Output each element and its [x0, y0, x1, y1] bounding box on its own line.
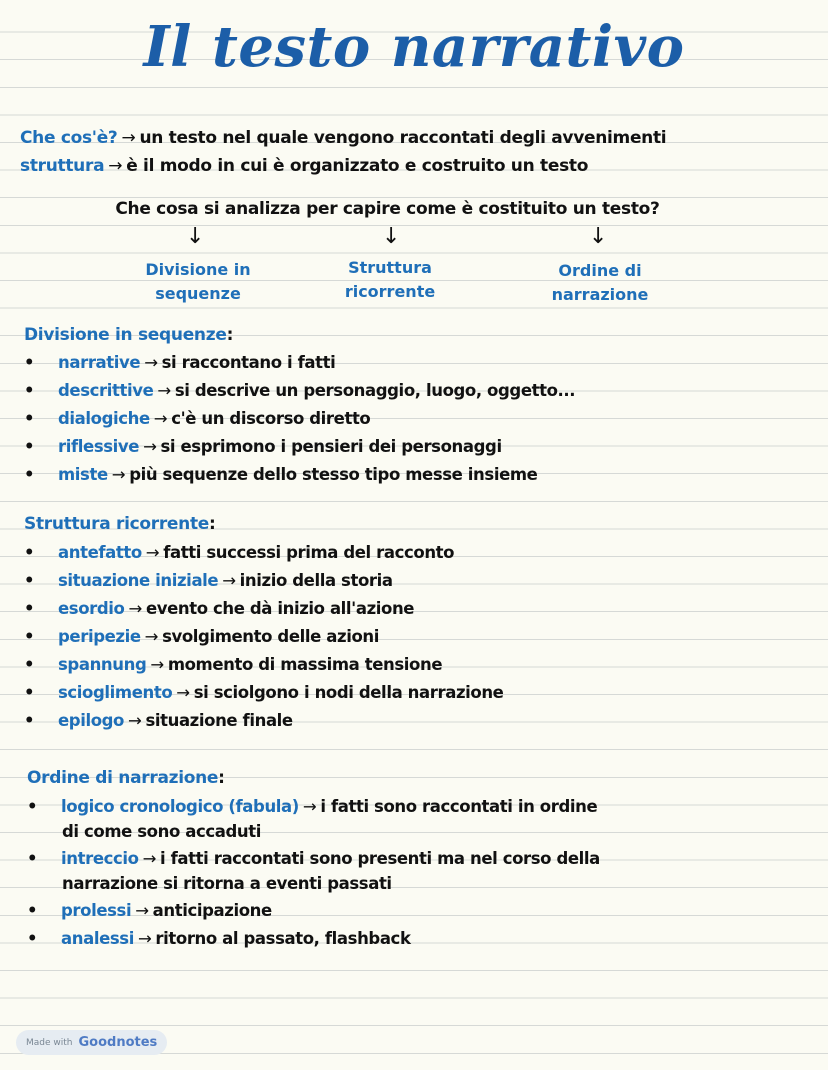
heading-text: Ordine di narrazione — [27, 768, 219, 788]
item-text: i fatti raccontati sono presenti ma nel corso della — [160, 849, 600, 868]
heading-text: Struttura ricorrente — [24, 514, 210, 534]
item-term: riflessive — [58, 437, 140, 456]
item-text: fatti successi prima del racconto — [163, 543, 455, 562]
page-title: Il testo narrativo — [143, 14, 685, 80]
intro-definition — [20, 128, 666, 148]
arrow-glyph: → — [137, 929, 152, 948]
list-item — [24, 540, 454, 565]
arrow-glyph: → — [144, 627, 159, 646]
bullet: • — [24, 627, 35, 646]
item-text: si raccontano i fatti — [161, 353, 336, 372]
bullet: • — [27, 797, 38, 816]
made-with-goodnotes-badge — [16, 1030, 167, 1055]
colon: : — [209, 514, 216, 534]
item-text: situazione finale — [145, 711, 293, 730]
branch-struttura: Struttura ricorrente — [344, 258, 436, 301]
bullet: • — [24, 543, 35, 562]
list-item-continuation: narrazione si ritorna a eventi passati — [62, 874, 392, 893]
arrow-glyph: → — [142, 849, 157, 868]
structure-text: è il modo in cui è organizzato e costruito un testo — [126, 156, 589, 176]
structure-term: struttura — [20, 156, 105, 176]
definition-term: Che cos'è? — [20, 128, 118, 148]
bullet: • — [24, 683, 35, 702]
arrow-glyph: → — [111, 465, 126, 484]
colon: : — [226, 325, 234, 345]
section-heading-ordine — [27, 768, 225, 788]
bullet: • — [24, 437, 35, 456]
intro-structure — [20, 156, 588, 176]
arrow-glyph: → — [143, 437, 157, 456]
list-item-continuation: di come sono accaduti — [62, 822, 261, 841]
item-text: anticipazione — [152, 901, 272, 920]
list-item — [24, 378, 575, 403]
list-item — [27, 794, 597, 819]
analysis-question: Che cosa si analizza per capire come è costituito un testo? — [115, 199, 660, 219]
list-item — [27, 846, 600, 871]
list-item — [24, 680, 503, 705]
list-item — [24, 596, 414, 621]
item-term: logico cronologico (fabula) — [61, 797, 299, 816]
down-arrow-icon: ↓ — [186, 224, 205, 249]
arrow-glyph: → — [145, 543, 160, 562]
bullet: • — [24, 655, 35, 674]
list-item — [24, 462, 537, 487]
list-item — [27, 898, 272, 923]
item-term: intreccio — [61, 849, 139, 868]
item-term: prolessi — [61, 901, 132, 920]
item-text: si sciolgono i nodi della narrazione — [193, 683, 504, 702]
item-term: situazione iniziale — [58, 571, 219, 590]
item-text: si descrive un personaggio, luogo, oggetto... — [174, 381, 576, 400]
arrow-glyph: → — [128, 599, 142, 618]
list-item — [24, 350, 335, 375]
item-term: esordio — [58, 599, 125, 618]
list-item — [24, 568, 393, 593]
bullet: • — [24, 353, 35, 372]
arrow-glyph: → — [176, 683, 190, 702]
item-text: i fatti sono raccontati in ordine — [320, 797, 598, 816]
item-text: ritorno al passato, flashback — [155, 929, 411, 948]
item-term: miste — [58, 465, 108, 484]
section-heading-sequenze — [24, 325, 233, 345]
bullet: • — [27, 849, 38, 868]
bullet: • — [24, 599, 35, 618]
bullet: • — [24, 381, 35, 400]
arrow-glyph: → — [108, 156, 123, 176]
item-text: inizio della storia — [239, 571, 393, 590]
arrow-glyph: → — [128, 711, 142, 730]
arrow-glyph: → — [222, 571, 236, 590]
down-arrow-icon: ↓ — [589, 224, 608, 249]
bullet: • — [24, 409, 35, 428]
item-term: antefatto — [58, 543, 142, 562]
item-text: svolgimento delle azioni — [162, 627, 380, 646]
item-text: si esprimono i pensieri dei personaggi — [160, 437, 502, 456]
item-term: spannung — [58, 655, 147, 674]
item-term: descrittive — [58, 381, 154, 400]
down-arrow-icon: ↓ — [382, 224, 401, 249]
list-item — [24, 708, 293, 733]
arrow-glyph: → — [302, 797, 317, 816]
bullet: • — [27, 901, 38, 920]
bullet: • — [24, 465, 35, 484]
arrow-glyph: → — [121, 128, 136, 148]
branch-ordine: Ordine di narrazione — [551, 261, 649, 304]
heading-text: Divisione in sequenze — [24, 325, 227, 345]
arrow-glyph: → — [153, 409, 168, 428]
section-heading-struttura — [24, 514, 216, 534]
item-term: narrative — [58, 353, 141, 372]
list-item — [24, 624, 379, 649]
item-text: momento di massima tensione — [167, 655, 443, 674]
goodnotes-brand: Goodnotes — [78, 1035, 158, 1050]
item-text: c'è un discorso diretto — [171, 409, 371, 428]
branch-divisione: Divisione in sequenze — [145, 260, 251, 303]
list-item — [24, 652, 442, 677]
item-text: evento che dà inizio all'azione — [145, 599, 415, 618]
arrow-glyph: → — [157, 381, 171, 400]
colon: : — [218, 768, 225, 788]
arrow-glyph: → — [135, 901, 149, 920]
item-term: scioglimento — [58, 683, 173, 702]
item-text: più sequenze dello stesso tipo messe insieme — [129, 465, 538, 484]
bullet: • — [24, 571, 35, 590]
item-term: dialogiche — [58, 409, 150, 428]
arrow-glyph: → — [144, 353, 158, 372]
list-item — [27, 926, 411, 951]
definition-text: un testo nel quale vengono raccontati degli avvenimenti — [139, 128, 667, 148]
arrow-glyph: → — [150, 655, 164, 674]
bullet: • — [24, 711, 35, 730]
item-term: analessi — [61, 929, 134, 948]
list-item — [24, 406, 370, 431]
made-with-label: Made with — [26, 1037, 73, 1048]
list-item — [24, 434, 502, 459]
item-term: epilogo — [58, 711, 124, 730]
item-term: peripezie — [58, 627, 141, 646]
bullet: • — [27, 929, 38, 948]
